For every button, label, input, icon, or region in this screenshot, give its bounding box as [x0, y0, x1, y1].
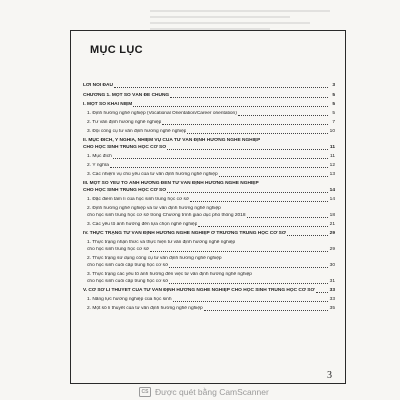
- dot-leader: [219, 176, 328, 177]
- toc-entry-label: cho học sinh trung học cơ sở trong Chương trình giáo dục phổ thông 2018: [87, 213, 246, 218]
- dot-leader: [287, 235, 328, 236]
- dot-leader: [150, 251, 328, 252]
- toc-entry-page: 14: [329, 197, 335, 202]
- toc-entry: [83, 197, 335, 203]
- toc-entry-page: 29: [329, 247, 335, 252]
- toc-entry-label: CHƯƠNG 1. MỘT SỐ VẤN ĐỀ CHUNG: [83, 93, 170, 98]
- toc-entry-label: IV. THỰC TRẠNG TƯ VẤN ĐỊNH HƯỚNG NGHỀ NGHIỆP Ở TRƯỜNG TRUNG HỌC CƠ SỞ: [83, 231, 286, 236]
- toc-entry-label: 1. Năng lực hướng nghiệp của học sinh: [87, 297, 172, 302]
- dot-leader: [162, 124, 328, 125]
- dot-leader: [173, 301, 328, 302]
- toc-entry-page: 31: [329, 279, 335, 284]
- toc-entry-label: I. MỘT SỐ KHÁI NIỆM: [83, 102, 133, 107]
- toc-entry: [83, 120, 335, 126]
- toc-entry: [83, 111, 335, 117]
- toc-entry-label: CHO HỌC SINH TRUNG HỌC CƠ SỞ: [83, 188, 167, 193]
- toc-entry: [83, 279, 335, 285]
- toc-entry-page: 33: [329, 288, 335, 293]
- watermark-text: Được quét bằng CamScanner: [155, 387, 269, 397]
- dot-leader: [170, 97, 328, 98]
- toc-entry-label: 1. Đặc điểm tâm lí của học sinh trung học cơ sở: [87, 197, 190, 202]
- toc-entry-page: 3: [332, 83, 335, 88]
- toc-entry-label: 2. Ý nghĩa: [87, 163, 109, 168]
- dot-leader: [316, 292, 328, 293]
- dot-leader: [238, 115, 328, 116]
- toc-entry-page: 35: [329, 306, 335, 311]
- toc-entry-label: 1. Định hướng nghề nghiệp (Vocational Orientation/Career orientation): [87, 111, 237, 116]
- toc-entry: [83, 102, 335, 108]
- dot-leader: [204, 310, 328, 311]
- toc-entry-page: 11: [329, 145, 335, 150]
- toc-entry: [83, 297, 335, 303]
- table-of-contents: [83, 83, 335, 315]
- toc-entry-label: cho học sinh cuối cấp trung học cơ sở: [87, 263, 169, 268]
- toc-entry-label: 1. Mục đích: [87, 154, 112, 159]
- toc-entry: [83, 181, 335, 187]
- toc-entry-label: cho học sinh cuối cấp trung học cơ sở: [87, 279, 169, 284]
- dot-leader: [190, 201, 328, 202]
- toc-entry-page: 13: [329, 172, 335, 177]
- toc-entry-page: 21: [329, 222, 335, 227]
- dot-leader: [169, 283, 328, 284]
- toc-entry-label: 2. Tư vấn định hướng nghề nghiệp: [87, 120, 162, 125]
- toc-entry: [83, 172, 335, 178]
- dot-leader: [198, 226, 328, 227]
- page-title: MỤC LỤC: [90, 44, 143, 56]
- toc-entry: [83, 263, 335, 269]
- toc-entry-page: 12: [329, 163, 335, 168]
- toc-entry-page: 29: [329, 231, 335, 236]
- toc-entry: [83, 138, 335, 144]
- toc-entry: [83, 188, 335, 194]
- toc-entry: [83, 154, 335, 160]
- dot-leader: [133, 106, 328, 107]
- dot-leader: [247, 217, 328, 218]
- dot-leader: [169, 267, 328, 268]
- toc-entry: [83, 306, 335, 312]
- dot-leader: [110, 167, 328, 168]
- toc-entry: [83, 213, 335, 219]
- dot-leader: [113, 158, 328, 159]
- dot-leader: [167, 149, 328, 150]
- toc-entry: [83, 247, 335, 253]
- toc-entry-page: 33: [329, 297, 335, 302]
- toc-entry-label: 2. Định hướng nghề nghiệp và tư vấn định hướng nghề nghiệp: [87, 206, 221, 211]
- toc-entry-label: II. MỤC ĐÍCH, Ý NGHĨA, NHIỆM VỤ CỦA TƯ VẤN ĐỊNH HƯỚNG NGHỀ NGHIỆP: [83, 138, 261, 143]
- toc-entry-page: 11: [330, 154, 335, 159]
- toc-entry-page: 5: [332, 93, 335, 98]
- toc-entry: [83, 129, 335, 135]
- page-number: 3: [327, 370, 332, 381]
- camscanner-watermark: [139, 387, 269, 397]
- toc-entry-label: 3. Đội công cụ tư vấn định hướng nghề nghiệp: [87, 129, 187, 134]
- camscanner-icon: CS: [139, 387, 151, 397]
- toc-entry-label: 3. Thực trạng các yếu tố ảnh hưởng đến việc tư vấn định hướng nghề nghiệp: [87, 272, 252, 277]
- toc-entry-page: 30: [329, 263, 335, 268]
- toc-entry: [83, 83, 335, 89]
- toc-entry-page: 10: [329, 129, 335, 134]
- toc-entry-page: 5: [332, 111, 335, 116]
- toc-entry-page: 5: [332, 102, 335, 107]
- toc-entry-label: 2. Một số lí thuyết của tư vấn định hướng nghề nghiệp: [87, 306, 203, 311]
- toc-entry: [83, 288, 335, 294]
- toc-entry-label: III. MỘT SỐ YẾU TỐ ẢNH HƯỞNG ĐẾN TƯ VẤN ĐỊNH HƯỚNG NGHỀ NGHIỆP: [83, 181, 259, 186]
- dot-leader: [187, 133, 328, 134]
- toc-entry: [83, 163, 335, 169]
- toc-entry-page: 7: [332, 120, 335, 125]
- toc-entry: [83, 206, 335, 212]
- toc-entry-label: V. CƠ SỞ LÍ THUYẾT CỦA TƯ VẤN ĐỊNH HƯỚNG NGHỀ NGHIỆP CHO HỌC SINH TRUNG HỌC CƠ SỞ: [83, 288, 315, 293]
- toc-entry-page: 18: [329, 213, 335, 218]
- toc-entry-label: cho học sinh trung học cơ sở: [87, 247, 150, 252]
- dot-leader: [167, 192, 328, 193]
- toc-entry: [83, 222, 335, 228]
- toc-entry: [83, 145, 335, 151]
- dot-leader: [114, 87, 328, 88]
- toc-entry-page: 14: [329, 188, 335, 193]
- toc-entry-label: 3. Các nhiệm vụ chủ yếu của tư vấn định hướng nghề nghiệp: [87, 172, 218, 177]
- toc-entry: [83, 93, 335, 99]
- toc-entry: [83, 240, 335, 246]
- toc-entry-label: 2. Thực trạng sử dụng công cụ tư vấn định hướng nghề nghiệp: [87, 256, 222, 261]
- toc-entry-label: 1. Thực trạng nhận thức và thực hiện tư vấn định hướng nghề nghiệp: [87, 240, 236, 245]
- toc-entry-label: LỜI NÓI ĐẦU: [83, 83, 113, 88]
- toc-entry: [83, 256, 335, 262]
- toc-entry-label: 3. Các yếu tố ảnh hưởng đến lựa chọn nghề nghiệp: [87, 222, 198, 227]
- toc-entry-label: CHO HỌC SINH TRUNG HỌC CƠ SỞ: [83, 145, 167, 150]
- toc-entry: [83, 231, 335, 237]
- toc-entry: [83, 272, 335, 278]
